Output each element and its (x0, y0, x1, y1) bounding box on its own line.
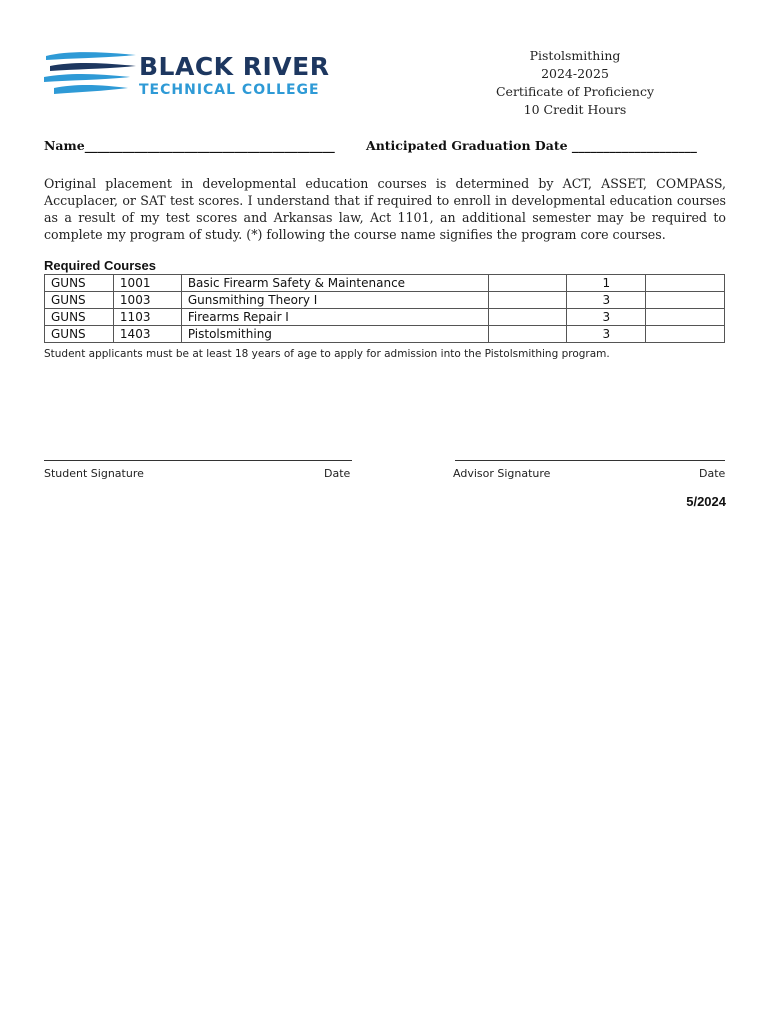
college-name-line1: BLACK RIVER (139, 52, 330, 81)
blank-cell (488, 292, 567, 309)
table-row (45, 275, 725, 292)
student-date-label: Date (324, 467, 351, 480)
college-name-line2: TECHNICAL COLLEGE (139, 82, 320, 98)
table-row (45, 326, 725, 343)
logo-stripe (50, 63, 136, 71)
placement-paragraph: Original placement in developmental education courses is determined by ACT, ASSET, COMPASS, Accuplacer, or SAT test scores. I understand that if required to enroll in developmental education courses as a result of my test scores and Arkansas law, Act 1101, an additional semester may be required to complete my program of study. (*) following the course name signifies the program core courses. (44, 176, 726, 242)
course-name: Pistolsmithing (181, 326, 488, 343)
course-prefix: GUNS (45, 275, 114, 292)
course-credits: 3 (567, 292, 646, 309)
graduation-date-label: Anticipated Graduation Date ____________________ (366, 138, 697, 153)
student-signature-label: Student Signature (44, 467, 144, 480)
program-title: Pistolsmithing (529, 48, 621, 63)
course-name: Gunsmithing Theory I (181, 292, 488, 309)
course-name: Basic Firearm Safety & Maintenance (181, 275, 488, 292)
required-courses-heading: Required Courses (44, 258, 156, 273)
blank-cell (488, 275, 567, 292)
age-requirement-note: Student applicants must be at least 18 years of age to apply for admission into the Pistolsmithing program. (44, 348, 610, 360)
blank-cell (646, 275, 725, 292)
student-signature-line (44, 460, 352, 461)
blank-cell (646, 309, 725, 326)
course-prefix: GUNS (45, 326, 114, 343)
advisor-signature-label: Advisor Signature (453, 467, 551, 480)
blank-cell (488, 326, 567, 343)
blank-cell (488, 309, 567, 326)
course-number: 1403 (113, 326, 181, 343)
course-credits: 1 (567, 275, 646, 292)
course-name: Firearms Repair I (181, 309, 488, 326)
required-courses-table (44, 274, 725, 343)
certificate-type: Certificate of Proficiency (495, 84, 655, 99)
advisor-signature-line (455, 460, 725, 461)
course-prefix: GUNS (45, 292, 114, 309)
course-number: 1103 (113, 309, 181, 326)
logo-stripe (54, 85, 128, 94)
table-row (45, 309, 725, 326)
blank-cell (646, 292, 725, 309)
revision-date: 5/2024 (686, 494, 726, 509)
logo-stripe (44, 74, 130, 82)
credit-hours: 10 Credit Hours (523, 102, 627, 117)
college-logo-mark (44, 50, 139, 100)
course-credits: 3 (567, 326, 646, 343)
logo-stripe (46, 52, 136, 60)
academic-year: 2024-2025 (541, 66, 609, 81)
advisor-date-label: Date (699, 467, 726, 480)
table-row (45, 292, 725, 309)
blank-cell (646, 326, 725, 343)
name-field-label: Name________________________________________ (44, 138, 335, 153)
course-number: 1003 (113, 292, 181, 309)
course-credits: 3 (567, 309, 646, 326)
course-prefix: GUNS (45, 309, 114, 326)
course-number: 1001 (113, 275, 181, 292)
